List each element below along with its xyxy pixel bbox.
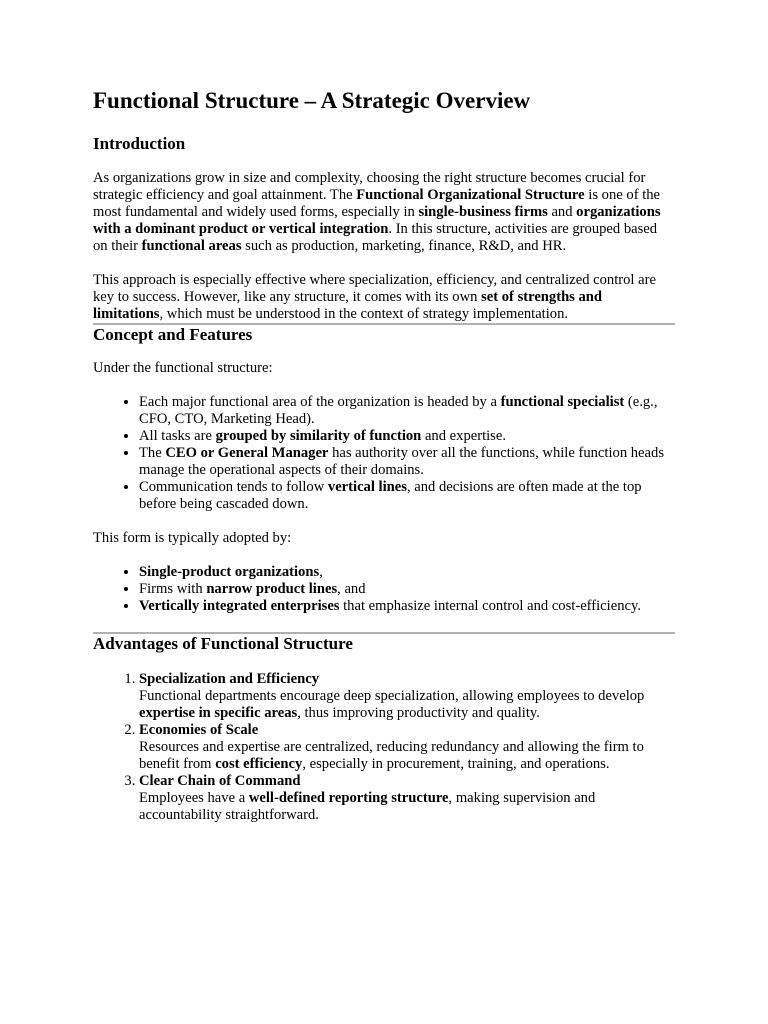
text-run: Functional departments encourage deep specialization, allowing employees to develop <box>139 688 645 704</box>
text-run: Each major functional area of the organization is headed by a <box>139 394 501 410</box>
advantage-body <box>139 688 644 721</box>
adopted-lead: This form is typically adopted by: <box>93 530 292 546</box>
text-run: , and <box>337 581 366 597</box>
text-run: is one of the most fundamental and widely used forms, especially in <box>93 187 661 220</box>
bold-text: cost efficiency <box>215 756 303 772</box>
text-run: has authority over all the functions, while function heads manage the operational aspects of their domains. <box>139 445 664 478</box>
bold-text: vertical lines <box>327 479 407 495</box>
list-item <box>139 773 675 824</box>
text-run: , especially in procurement, training, and operations. <box>302 756 610 772</box>
concept-bullet-list <box>93 394 675 513</box>
advantage-title: 2. Economies of Scale <box>139 722 259 738</box>
text-run: , making supervision and accountability straightforward. <box>139 790 596 823</box>
list-item <box>139 479 675 513</box>
text-run: and expertise. <box>421 428 506 444</box>
adopted-bullet-list <box>93 564 675 615</box>
bold-text: CEO or General Manager <box>165 445 329 461</box>
bold-text: expertise in specific areas <box>139 705 298 721</box>
text-run: This approach is especially effective where specialization, efficiency, and centralized control are key to success. However, like any structure, it comes with its own <box>93 272 656 305</box>
list-item <box>139 428 675 445</box>
advantages-numbered-list <box>93 671 675 824</box>
introduction-heading: Introduction <box>93 134 186 153</box>
advantage-body <box>139 790 595 823</box>
text-run: Resources and expertise are centralized, reducing redundancy and allowing the firm to benefit from <box>139 739 644 772</box>
text-run: Employees have a <box>139 790 249 806</box>
bold-text: narrow product lines <box>206 581 338 597</box>
text-run: , which must be understood in the context of strategy implementation. <box>159 306 569 322</box>
text-run: Communication tends to follow <box>139 479 328 495</box>
list-item <box>139 445 675 479</box>
list-item <box>139 722 675 773</box>
bold-text: Functional Organizational Structure <box>356 187 585 203</box>
intro-paragraph-2 <box>93 272 675 323</box>
advantage-body <box>139 739 644 772</box>
advantages-heading: Advantages of Functional Structure <box>93 634 353 653</box>
bold-text: functional areas <box>141 238 242 254</box>
bold-text: single-business firms <box>418 204 548 220</box>
text-run: All tasks are <box>139 428 216 444</box>
list-item <box>139 671 675 722</box>
text-run: , and decisions are often made at the top before being cascaded down. <box>139 479 642 512</box>
bold-text: functional specialist <box>500 394 625 410</box>
text-run: The <box>139 445 166 461</box>
concept-lead: Under the functional structure: <box>93 360 273 376</box>
bold-text: organizations with a dominant product or vertical integration <box>93 204 661 237</box>
list-item <box>139 564 675 581</box>
text-run: As organizations grow in size and complexity, choosing the right structure becomes crucial for strategic efficiency and goal attainment. The <box>93 170 646 203</box>
text-run: . In this structure, activities are grouped based on their <box>93 221 658 254</box>
text-run: Firms with <box>139 581 207 597</box>
advantage-title: 3. Clear Chain of Command <box>139 773 301 789</box>
bold-text: Single-product organizations <box>139 564 320 580</box>
page-title: Functional Structure – A Strategic Overview <box>93 88 531 113</box>
text-run: and <box>547 204 577 220</box>
bold-text: set of strengths and limitations <box>93 289 603 322</box>
text-run: , <box>319 564 323 580</box>
bold-text: grouped by similarity of function <box>215 428 422 444</box>
text-run: , thus improving productivity and quality. <box>297 705 540 721</box>
bold-text: Vertically integrated enterprises <box>139 598 340 614</box>
text-run: such as production, marketing, finance, R&D, and HR. <box>241 238 567 254</box>
list-item <box>139 581 675 598</box>
list-item <box>139 598 675 615</box>
intro-paragraph-1 <box>93 170 675 255</box>
advantage-title: 1. Specialization and Efficiency <box>139 671 319 687</box>
concept-heading: Concept and Features <box>93 325 253 344</box>
list-item <box>139 394 675 428</box>
document-body <box>93 88 675 824</box>
text-run: (e.g., CFO, CTO, Marketing Head). <box>139 394 658 427</box>
bold-text: well-defined reporting structure <box>248 790 449 806</box>
text-run: that emphasize internal control and cost-efficiency. <box>339 598 641 614</box>
